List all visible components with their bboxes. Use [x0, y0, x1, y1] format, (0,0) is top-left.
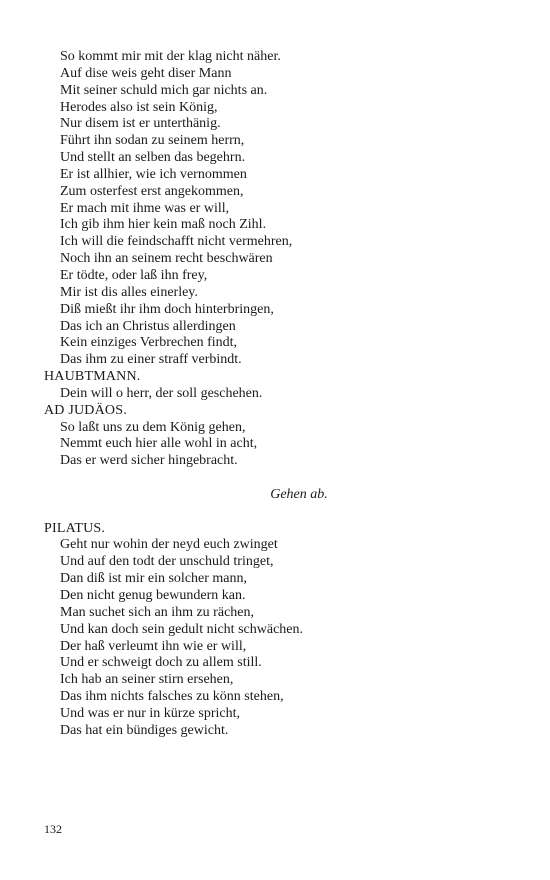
verse-line: Führt ihn sodan zu seinem herrn, [60, 133, 245, 149]
verse-line: Er mach mit ihme was er will, [60, 200, 230, 216]
verse-line: Und auf den todt der unschuld tringet, [60, 554, 274, 570]
verse-block [44, 537, 514, 739]
verse-line: Das ihm nichts falsches zu könn stehen, [60, 689, 284, 705]
verse-line: Dein will o herr, der soll geschehen. [60, 385, 263, 401]
stage-direction: Gehen ab. [270, 486, 328, 502]
verse-line: Das er werd sicher hingebracht. [60, 453, 238, 469]
verse-line: Ich will die feindschafft nicht vermehren, [60, 234, 293, 250]
verse-line: Mit seiner schuld mich gar nichts an. [60, 82, 268, 98]
verse-line: Das hat ein bündiges gewicht. [60, 722, 229, 738]
verse-line: Ich gib ihm hier kein maß noch Zihl. [60, 217, 267, 233]
verse-line: Man suchet sich an ihm zu rächen, [60, 604, 254, 620]
verse-line: Geht nur wohin der neyd euch zwinget [60, 537, 278, 553]
verse-line: Er tödte, oder laß ihn frey, [60, 267, 208, 283]
speaker-name: PILATUS. [44, 520, 106, 536]
verse-line: Zum osterfest erst angekommen, [60, 183, 244, 199]
page-number: 132 [44, 822, 62, 836]
verse-line: So kommt mir mit der klag nicht näher. [60, 49, 281, 64]
verse-block [44, 386, 514, 403]
verse-line: Das ihm zu einer straff verbindt. [60, 352, 242, 368]
verse-line: Nur disem ist er unterthänig. [60, 116, 221, 132]
verse-block [44, 420, 514, 471]
verse-line: Auf dise weis geht diser Mann [60, 65, 232, 81]
verse-line: Und kan doch sein gedult nicht schwächen. [60, 621, 303, 637]
speaker-name: HAUBTMANN. [44, 369, 141, 385]
blank-line [44, 504, 514, 521]
verse-line: Und was er nur in kürze spricht, [60, 705, 241, 721]
verse-line: Dan diß ist mir ein solcher mann, [60, 571, 248, 587]
verse-line: Noch ihn an seinem recht beschwären [60, 251, 273, 267]
verse-line: So laßt uns zu dem König gehen, [60, 419, 246, 435]
blank-line [44, 470, 514, 487]
verse-line: Und stellt an selben das begehrn. [60, 150, 246, 166]
verse-line: Und er schweigt doch zu allem still. [60, 655, 262, 671]
verse-line: Nemmt euch hier alle wohl in acht, [60, 436, 258, 452]
verse-line: Den nicht genug bewundern kan. [60, 588, 246, 603]
verse-line: Diß mießt ihr ihm doch hinterbringen, [60, 301, 274, 317]
verse-line: Das ich an Christus allerdingen [60, 318, 236, 334]
verse-line: Der haß verleumt ihn wie er will, [60, 638, 247, 654]
verse-line: Mir ist dis alles einerley. [60, 284, 198, 300]
verse-line: Kein einziges Verbrechen findt, [60, 335, 238, 351]
verse-block [44, 49, 514, 369]
verse-line: Ich hab an seiner stirn ersehen, [60, 672, 234, 688]
speaker-name: AD JUDÄOS. [44, 402, 127, 418]
verse-line: Er ist allhier, wie ich vernommen [60, 166, 247, 182]
page-text [44, 49, 514, 740]
verse-line: Herodes also ist sein König, [60, 99, 218, 115]
